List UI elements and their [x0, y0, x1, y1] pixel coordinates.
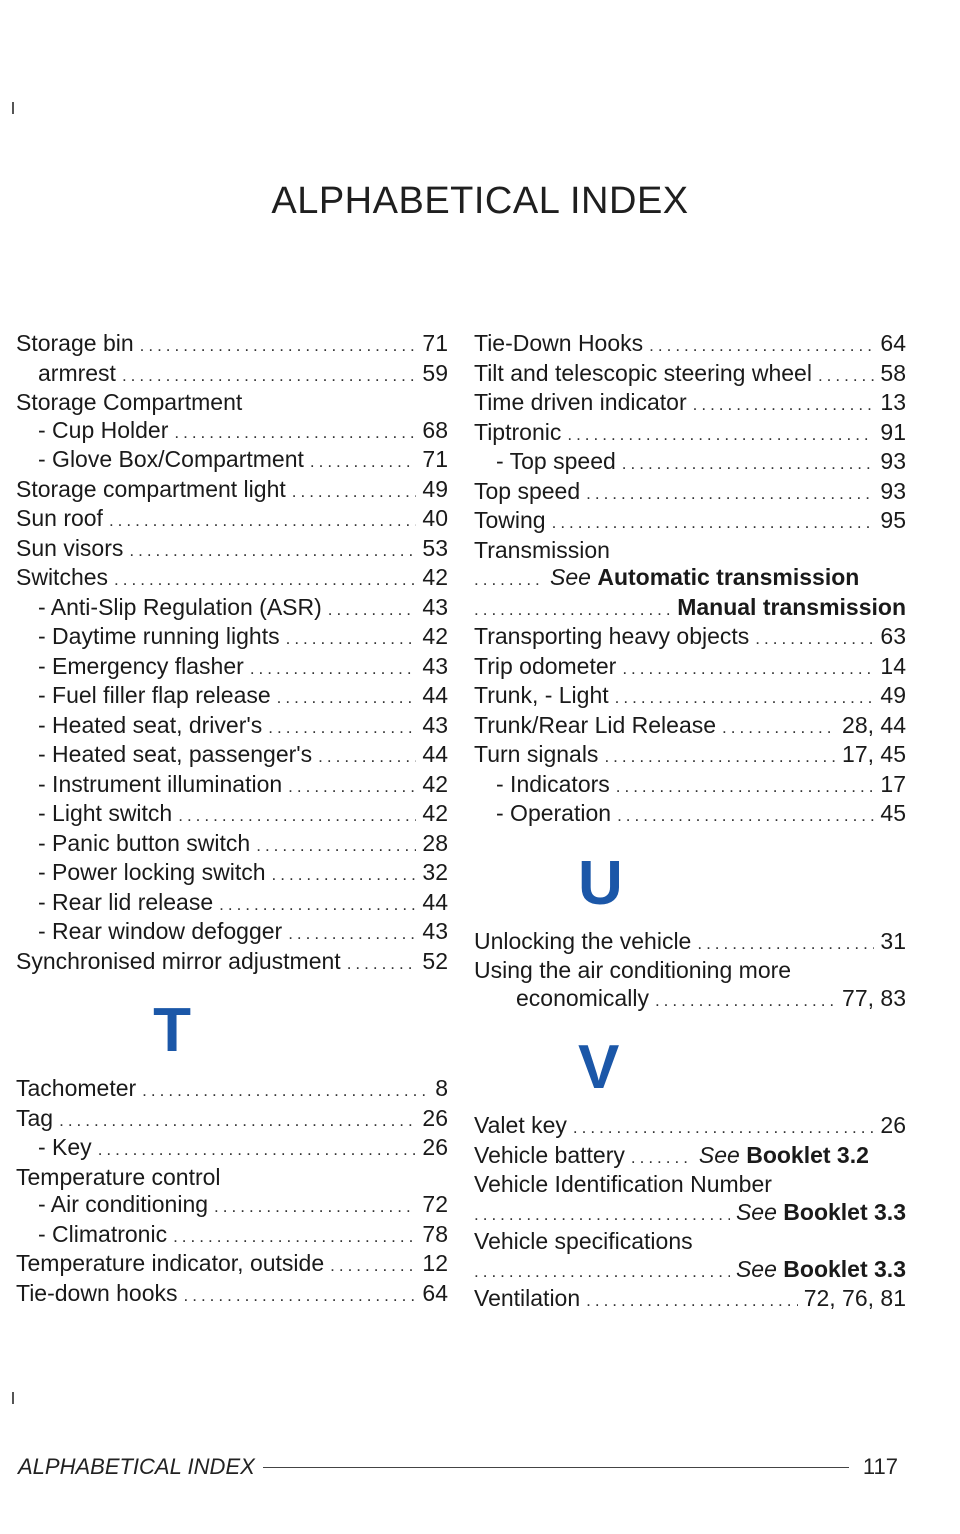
- index-entry: [474, 537, 906, 565]
- leader-dots: [292, 478, 417, 506]
- index-entry: [474, 712, 906, 742]
- entry-page: 45: [880, 800, 906, 826]
- entry-page: 32: [422, 859, 448, 885]
- leader-dots: [272, 861, 417, 889]
- index-entry: [474, 389, 906, 419]
- entry-text: armrest: [38, 359, 116, 386]
- section-letter-v: V: [578, 1033, 620, 1102]
- index-entry: [474, 360, 906, 390]
- leader-dots: [109, 507, 416, 535]
- leader-dots: [722, 714, 836, 742]
- entry-page: 68: [422, 416, 448, 443]
- index-entry: [16, 1164, 448, 1192]
- leader-dots: [59, 1107, 416, 1135]
- leader-dots: [174, 419, 416, 447]
- leader-dots: [140, 332, 417, 360]
- index-entry-vin-ref: ..... See Booklet 3.3: [474, 1199, 906, 1229]
- entry-page: 26: [422, 1134, 448, 1160]
- index-entry-specs-ref: ..... See Booklet 3.3: [474, 1256, 906, 1286]
- entry-page: 49: [422, 475, 448, 502]
- entry-page: 78: [422, 1220, 448, 1247]
- index-entry: [16, 417, 448, 447]
- scan-mark: [12, 1392, 14, 1404]
- entry-text: Tachometer: [16, 1075, 137, 1101]
- index-entry: [474, 330, 906, 360]
- entry-text: Tie-Down Hooks: [474, 330, 644, 356]
- index-entry: [16, 564, 448, 594]
- entry-text: Unlocking the vehicle: [474, 927, 692, 954]
- index-column-right: [474, 330, 906, 1315]
- entry-text: - Rear window defogger: [38, 918, 283, 944]
- leader-dots: [268, 714, 416, 742]
- entry-page: 93: [880, 448, 906, 474]
- entry-text: - Indicators: [496, 770, 610, 797]
- index-list-u: [474, 928, 906, 1015]
- entry-page: 43: [422, 918, 448, 944]
- index-entry: [16, 948, 448, 978]
- entry-page: 42: [422, 770, 448, 797]
- index-entry: [16, 594, 448, 624]
- index-entry: [16, 859, 448, 889]
- leader-dots: [474, 596, 671, 624]
- entry-text: - Key: [38, 1134, 92, 1160]
- index-list-t-continued-2: [474, 623, 906, 830]
- entry-text: - Panic button switch: [38, 829, 251, 856]
- leader-dots: [250, 655, 417, 683]
- entry-page: 58: [880, 359, 906, 386]
- entry-page: 43: [422, 711, 448, 738]
- index-entry: [16, 1191, 448, 1221]
- leader-dots: [328, 596, 417, 624]
- entry-text: - Climatronic: [38, 1220, 168, 1247]
- entry-page: 59: [422, 359, 448, 386]
- index-entry: [16, 535, 448, 565]
- leader-dots: [755, 625, 874, 653]
- entry-page: 44: [422, 888, 448, 915]
- entry-text: - Cup Holder: [38, 416, 169, 443]
- leader-dots: [604, 743, 836, 771]
- entry-text: Tilt and telescopic steering wheel: [474, 359, 812, 386]
- index-entry: [16, 682, 448, 712]
- leader-dots: [552, 509, 875, 537]
- leader-dots: [693, 391, 875, 419]
- index-list-s: [16, 330, 448, 977]
- index-entry: [16, 476, 448, 506]
- index-entry: [16, 771, 448, 801]
- entry-page: 77, 83: [842, 984, 906, 1011]
- leader-dots: [122, 362, 416, 390]
- entry-text: Temperature control: [16, 1163, 221, 1190]
- entry-page: 42: [422, 623, 448, 649]
- entry-page: 17: [880, 770, 906, 797]
- entry-page: 91: [880, 418, 906, 445]
- entry-page: 28: [422, 829, 448, 856]
- entry-text: Transporting heavy objects: [474, 623, 750, 649]
- entry-page: 49: [880, 682, 906, 708]
- leader-dots: [330, 1252, 416, 1280]
- index-entry: [474, 448, 906, 478]
- entry-page: 71: [422, 446, 448, 472]
- leader-dots: [655, 987, 836, 1015]
- entry-page: 28, 44: [842, 711, 906, 738]
- leader-dots: [818, 362, 874, 390]
- index-entry: [474, 741, 906, 771]
- index-entry-valet-key: Valet key ..... 26: [474, 1112, 906, 1142]
- entry-text: Synchronised mirror adjustment: [16, 947, 341, 974]
- index-entry: [16, 389, 448, 417]
- entry-text: - Light switch: [38, 800, 173, 826]
- entry-text: Trunk/Rear Lid Release: [474, 711, 717, 738]
- index-entry: [16, 653, 448, 683]
- index-entry: [474, 771, 906, 801]
- entry-text: Tiptronic: [474, 418, 562, 445]
- entry-page: 52: [422, 947, 448, 974]
- entry-text: Trunk, - Light: [474, 682, 609, 708]
- entry-page: 40: [422, 505, 448, 531]
- entry-text: Transmission: [474, 536, 610, 563]
- entry-page: 43: [422, 652, 448, 679]
- entry-text: economically: [516, 984, 649, 1011]
- leader-dots: [219, 891, 416, 919]
- index-entry: [16, 1134, 448, 1164]
- leader-dots: [178, 802, 416, 830]
- entry-page: 63: [880, 623, 906, 649]
- entry-text: - Rear lid release: [38, 888, 214, 915]
- index-entry: [16, 1250, 448, 1280]
- entry-page: 12: [422, 1250, 448, 1276]
- index-entry: [474, 682, 906, 712]
- entry-page: 42: [422, 564, 448, 590]
- entry-text: Top speed: [474, 477, 581, 504]
- leader-dots: [256, 832, 416, 860]
- leader-dots: [347, 950, 417, 978]
- entry-text: - Power locking switch: [38, 859, 266, 885]
- index-entry: [16, 623, 448, 653]
- leader-dots: [631, 1144, 693, 1172]
- entry-page: 17, 45: [842, 741, 906, 767]
- see-label: See: [550, 564, 591, 590]
- index-entry: [16, 830, 448, 860]
- index-list-t-continued: [474, 330, 906, 564]
- leader-dots: [318, 743, 416, 771]
- leader-dots: [288, 920, 416, 948]
- entry-text: Time driven indicator: [474, 389, 687, 415]
- index-entry: [474, 985, 906, 1015]
- entry-text: - Fuel filler flap release: [38, 682, 271, 708]
- leader-dots: [98, 1136, 417, 1164]
- leader-dots: [288, 773, 416, 801]
- entry-text: - Heated seat, driver's: [38, 711, 263, 738]
- index-list-t: [16, 1075, 448, 1309]
- index-entry: [474, 800, 906, 830]
- leader-dots: [616, 773, 875, 801]
- index-entry: [474, 653, 906, 683]
- entry-page: 72: [422, 1191, 448, 1217]
- entry-page: 71: [422, 330, 448, 356]
- entry-page: 64: [880, 330, 906, 356]
- entry-page: 31: [880, 927, 906, 954]
- leader-dots: [142, 1077, 429, 1105]
- entry-text: - Top speed: [496, 448, 616, 474]
- leader-dots: [129, 537, 416, 565]
- entry-page: 53: [422, 534, 448, 561]
- entry-text: Towing: [474, 507, 546, 533]
- leader-dots: [649, 332, 874, 360]
- leader-dots: [622, 450, 875, 478]
- entry-text: Switches: [16, 564, 109, 590]
- entry-text: - Emergency flasher: [38, 652, 244, 679]
- entry-text: Sun visors: [16, 534, 124, 561]
- entry-text: Sun roof: [16, 505, 103, 531]
- index-entry: [474, 957, 906, 985]
- leader-dots: [474, 1201, 730, 1229]
- index-entry: [16, 712, 448, 742]
- entry-page: 93: [880, 477, 906, 504]
- index-entry: [16, 741, 448, 771]
- index-entry-transmission-manual: [474, 594, 906, 624]
- entry-page: 43: [422, 593, 448, 620]
- index-entry-transmission-see: [474, 564, 906, 594]
- index-entry: [474, 478, 906, 508]
- entry-page: 8: [435, 1075, 448, 1101]
- entry-text: Using the air conditioning more: [474, 957, 792, 983]
- entry-text: - Anti-Slip Regulation (ASR): [38, 593, 322, 620]
- leader-dots: [586, 1287, 798, 1315]
- leader-dots: [615, 684, 875, 712]
- entry-text: Tie-down hooks: [16, 1279, 178, 1306]
- index-entry-vehicle-specifications: Vehicle specifications: [474, 1228, 693, 1254]
- entry-page: 44: [422, 741, 448, 767]
- index-entry: [16, 330, 448, 360]
- leader-dots: [586, 480, 874, 508]
- entry-page: 64: [422, 1279, 448, 1306]
- entry-page: 13: [880, 389, 906, 415]
- entry-text: Storage Compartment: [16, 389, 243, 415]
- section-letter-t: T: [153, 996, 191, 1065]
- index-entry: [16, 800, 448, 830]
- index-entry-ventilation: Ventilation ..... 72, 76, 81: [474, 1285, 906, 1315]
- entry-text: Temperature indicator, outside: [16, 1250, 325, 1276]
- leader-dots: [173, 1223, 416, 1251]
- index-entry: [474, 507, 906, 537]
- entry-text: - Heated seat, passenger's: [38, 741, 313, 767]
- entry-text: - Daytime running lights: [38, 623, 280, 649]
- entry-text: Turn signals: [474, 741, 599, 767]
- manual-transmission-ref: Manual transmission: [677, 593, 906, 620]
- entry-text: - Instrument illumination: [38, 770, 283, 797]
- scan-mark: [12, 102, 14, 114]
- leader-dots: [567, 421, 874, 449]
- leader-dots: [286, 625, 417, 653]
- entry-text: Storage compartment light: [16, 475, 286, 502]
- leader-dots: [697, 930, 874, 958]
- page-footer: [18, 1454, 898, 1480]
- leader-dots: [622, 655, 874, 683]
- index-entry: [16, 360, 448, 390]
- index-entry: [474, 419, 906, 449]
- index-entry: [16, 505, 448, 535]
- index-column-left: [16, 330, 448, 1309]
- index-entry: [16, 1105, 448, 1135]
- leader-dots: [573, 1114, 875, 1142]
- leader-dots: [114, 566, 416, 594]
- entry-text: - Air conditioning: [38, 1191, 209, 1217]
- leader-dots: [617, 802, 874, 830]
- leader-dots: [474, 566, 544, 594]
- index-entry: [16, 446, 448, 476]
- page-number: 117: [862, 1454, 898, 1479]
- leader-dots: [214, 1193, 416, 1221]
- entry-text: Tag: [16, 1104, 54, 1131]
- leader-dots: [184, 1282, 417, 1310]
- entry-page: 14: [880, 652, 906, 679]
- index-entry: [16, 889, 448, 919]
- index-entry: [474, 928, 906, 958]
- entry-text: - Glove Box/Compartment: [38, 446, 304, 472]
- leader-dots: [310, 448, 417, 476]
- leader-dots: [474, 1258, 730, 1286]
- index-entry-vin: Vehicle Identification Number: [474, 1171, 772, 1197]
- page-title: ALPHABETICAL INDEX: [271, 180, 689, 222]
- entry-text: - Operation: [496, 800, 612, 826]
- index-entry: [16, 1280, 448, 1310]
- automatic-transmission-ref: Automatic transmission: [597, 564, 860, 590]
- index-entry: [16, 1221, 448, 1251]
- footer-title: ALPHABETICAL INDEX: [18, 1454, 255, 1479]
- index-entry: [474, 623, 906, 653]
- entry-page: 42: [422, 800, 448, 826]
- leader-dots: [277, 684, 417, 712]
- entry-page: 44: [422, 682, 448, 708]
- footer-rule: [263, 1467, 849, 1468]
- index-entry: [16, 918, 448, 948]
- entry-text: Storage bin: [16, 330, 134, 356]
- section-letter-u: U: [578, 848, 623, 918]
- entry-page: 95: [880, 507, 906, 533]
- entry-text: Trip odometer: [474, 652, 617, 679]
- index-entry: [16, 1075, 448, 1105]
- index-entry-vehicle-battery: Vehicle battery ..... See Booklet 3.2: [474, 1142, 906, 1172]
- entry-page: 26: [422, 1104, 448, 1131]
